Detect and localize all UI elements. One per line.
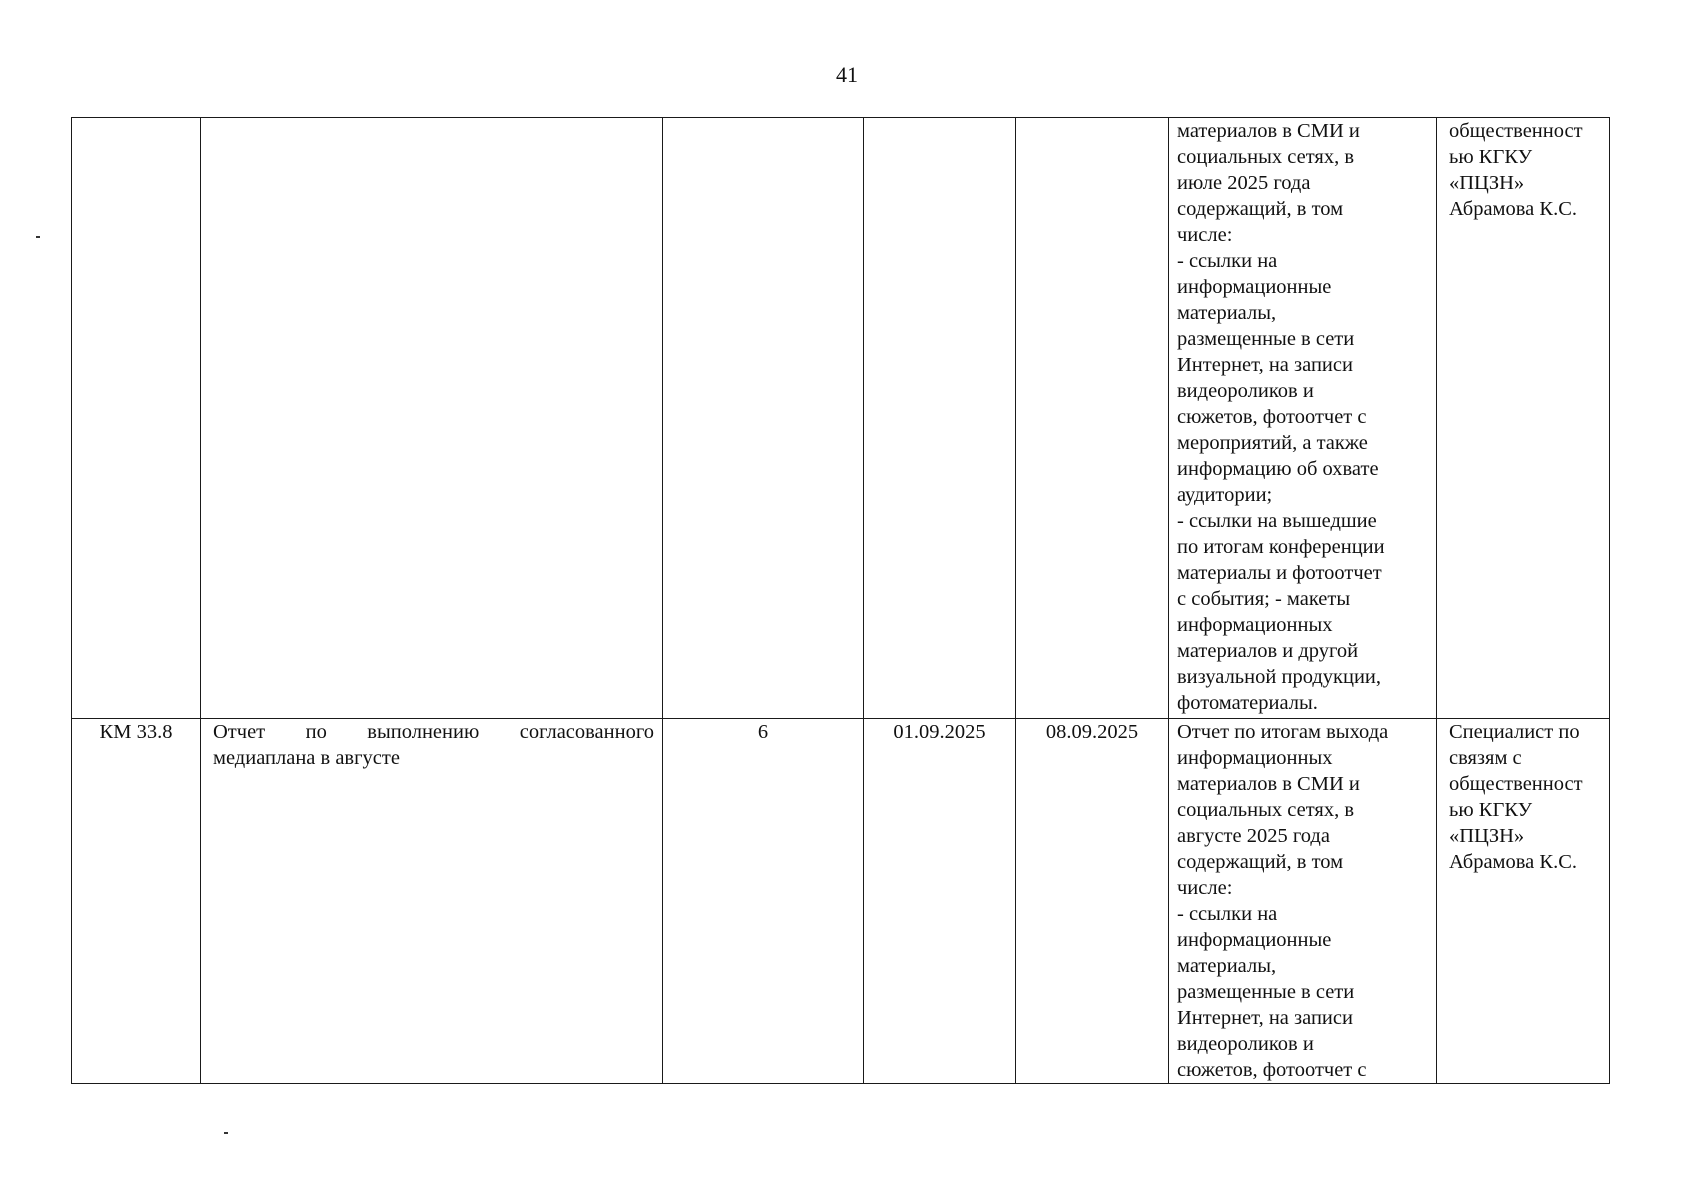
scan-speck	[224, 1132, 228, 1134]
cell-result: материалов в СМИ и социальных сетях, в июле 2025 года содержащий, в том числе: - ссылки на информационные материалы, размещенные в сети Интернет, на записи видеороликов и сюжетов, фотоотчет с мероприятий, а также информацию об охвате аудитории; - ссылки на вышедшие по итогам конференции материалы и фотоотчет с события; - макеты информационных материалов и другой визуальной продукции, фотоматериалы.	[1169, 118, 1437, 719]
cell-start-date	[864, 118, 1016, 719]
table-row	[72, 719, 1610, 1084]
cell-code: КМ 33.8	[72, 719, 201, 1084]
cell-end-date	[1016, 118, 1169, 719]
page-number: 41	[836, 62, 858, 87]
cell-days	[663, 118, 864, 719]
scan-speck	[36, 236, 40, 238]
cell-responsible: Специалист по связям с общественност ью КГКУ «ПЦЗН» Абрамова К.С.	[1437, 719, 1610, 1084]
table-row	[72, 118, 1610, 719]
cell-end-date: 08.09.2025	[1016, 719, 1169, 1084]
cell-start-date: 01.09.2025	[864, 719, 1016, 1084]
cell-name: Отчет по выполнению согласованного медиаплана в августе	[201, 719, 663, 1084]
cell-name	[201, 118, 663, 719]
plan-table	[71, 117, 1610, 1084]
cell-code	[72, 118, 201, 719]
cell-result: Отчет по итогам выхода информационных материалов в СМИ и социальных сетях, в августе 2025 года содержащий, в том числе: - ссылки на информационные материалы, размещенные в сети Интернет, на записи видеороликов и сюжетов, фотоотчет с	[1169, 719, 1437, 1084]
cell-days: 6	[663, 719, 864, 1084]
cell-responsible: общественност ью КГКУ «ПЦЗН» Абрамова К.С.	[1437, 118, 1610, 719]
